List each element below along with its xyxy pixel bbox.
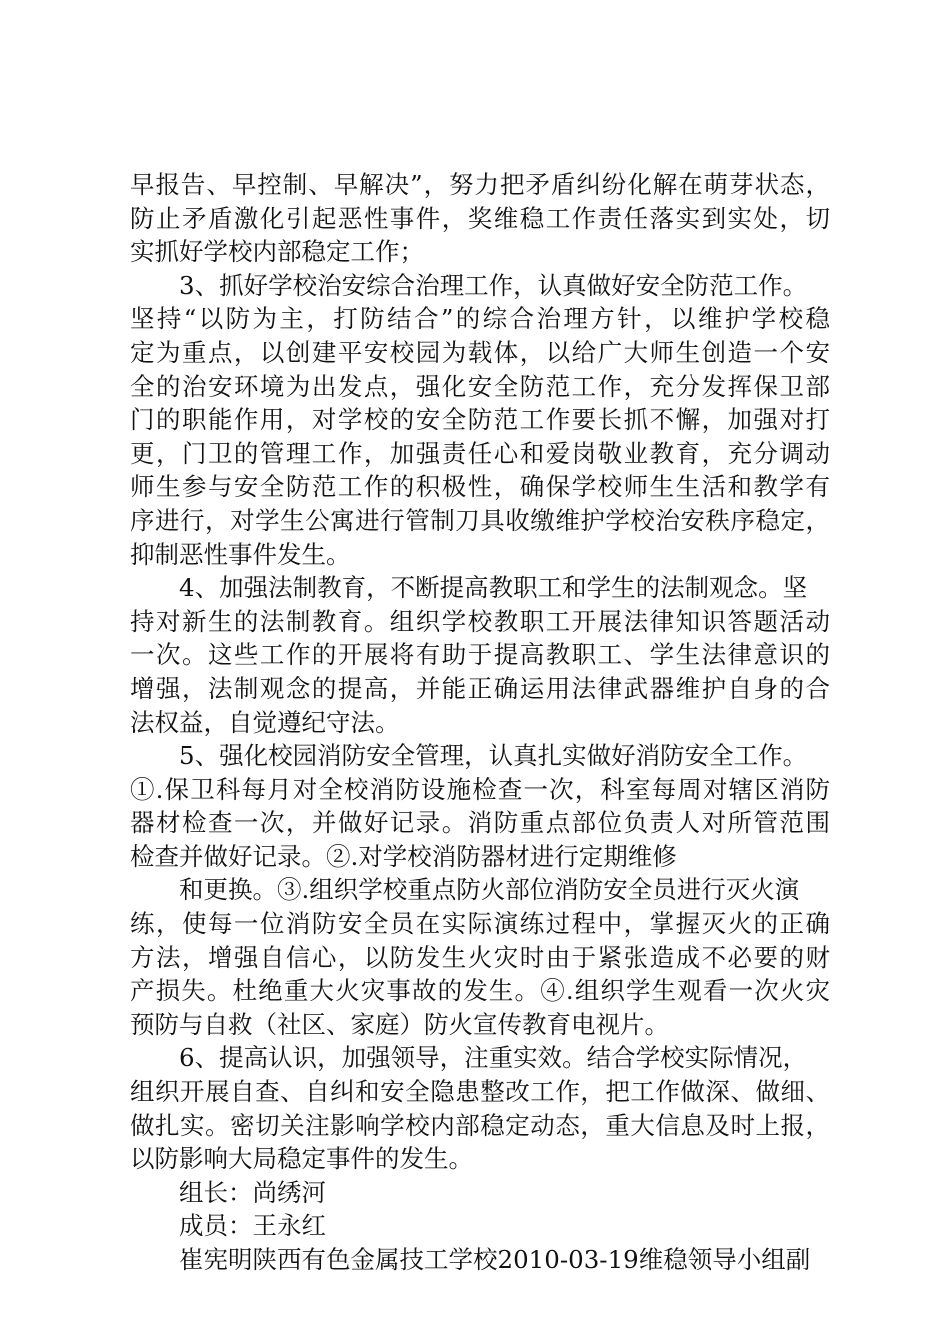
text-line: 5、强化校园消防安全管理，认真扎实做好消防安全工作。 <box>179 741 808 771</box>
text-line: ①.保卫科每月对全校消防设施检查一次，科室每周对辖区消防 <box>130 774 830 804</box>
text-line: 成员：王永红 <box>179 1211 326 1241</box>
text-line: 器材检查一次，并做好记录。消防重点部位负责人对所管范围 <box>130 808 830 838</box>
text-line: 序进行，对学生公寓进行管制刀具收缴维护学校治安秩序稳定， <box>130 505 830 535</box>
text-line: 崔宪明陕西有色金属技工学校2010-03-19维稳领导小组副 <box>179 1245 811 1274</box>
text-line: 门的职能作用，对学校的安全防范工作要长抓不懈，加强对打 <box>130 405 830 435</box>
text-line: 检查并做好记录。②.对学校消防器材进行定期维修 <box>130 841 677 871</box>
text-line: 和更换。③.组织学校重点防火部位消防安全员进行灭火演 <box>179 875 800 905</box>
text-line: 持对新生的法制教育。组织学校教职工开展法律知识答题活动 <box>130 606 830 636</box>
text-line: 组长：尚绣河 <box>179 1177 326 1207</box>
text-line: 以防影响大局稳定事件的发生。 <box>130 1144 473 1174</box>
text-line: 预防与自救（社区、家庭）防火宣传教育电视片。 <box>130 1009 669 1039</box>
text-line: 定为重点，以创建平安校园为载体，以给广大师生创造一个安 <box>130 337 830 367</box>
text-line: 实抓好学校内部稳定工作； <box>130 237 424 267</box>
text-line: 练，使每一位消防安全员在实际演练过程中，掌握灭火的正确 <box>130 909 830 939</box>
text-line: 增强，法制观念的提高，并能正确运用法律武器维护自身的合 <box>130 673 830 703</box>
text-line: 产损失。杜绝重大火灾事故的发生。④.组织学生观看一次火灾 <box>130 976 830 1006</box>
text-line: 坚持“以防为主，打防结合”的综合治理方针，以维护学校稳 <box>130 304 830 334</box>
text-line: 早报告、早控制、早解决”，努力把矛盾纠纷化解在萌芽状态， <box>130 170 830 199</box>
text-line: 3、抓好学校治安综合治理工作，认真做好安全防范工作。 <box>179 270 808 300</box>
text-line: 6、提高认识，加强领导，注重实效。结合学校实际情况， <box>179 1043 808 1073</box>
document-body <box>130 168 830 1277</box>
text-line: 组织开展自查、自纠和安全隐患整改工作，把工作做深、做细、 <box>130 1077 830 1107</box>
text-line: 一次。这些工作的开展将有助于提高教职工、学生法律意识的 <box>130 640 830 670</box>
text-line: 法权益，自觉遵纪守法。 <box>130 707 400 737</box>
text-line: 方法，增强自信心，以防发生火灾时由于紧张造成不必要的财 <box>130 942 830 972</box>
text-line: 抑制恶性事件发生。 <box>130 539 351 569</box>
text-line: 做扎实。密切关注影响学校内部稳定动态，重大信息及时上报， <box>130 1110 830 1140</box>
text-line: 4、加强法制教育，不断提高教职工和学生的法制观念。坚 <box>179 573 808 603</box>
text-line: 更，门卫的管理工作，加强责任心和爱岗敬业教育，充分调动 <box>130 438 830 468</box>
text-line: 师生参与安全防范工作的积极性，确保学校师生生活和教学有 <box>130 472 830 502</box>
text-line: 全的治安环境为出发点，强化安全防范工作，充分发挥保卫部 <box>130 371 830 401</box>
text-line: 防止矛盾激化引起恶性事件，奖维稳工作责任落实到实处，切 <box>130 203 830 233</box>
